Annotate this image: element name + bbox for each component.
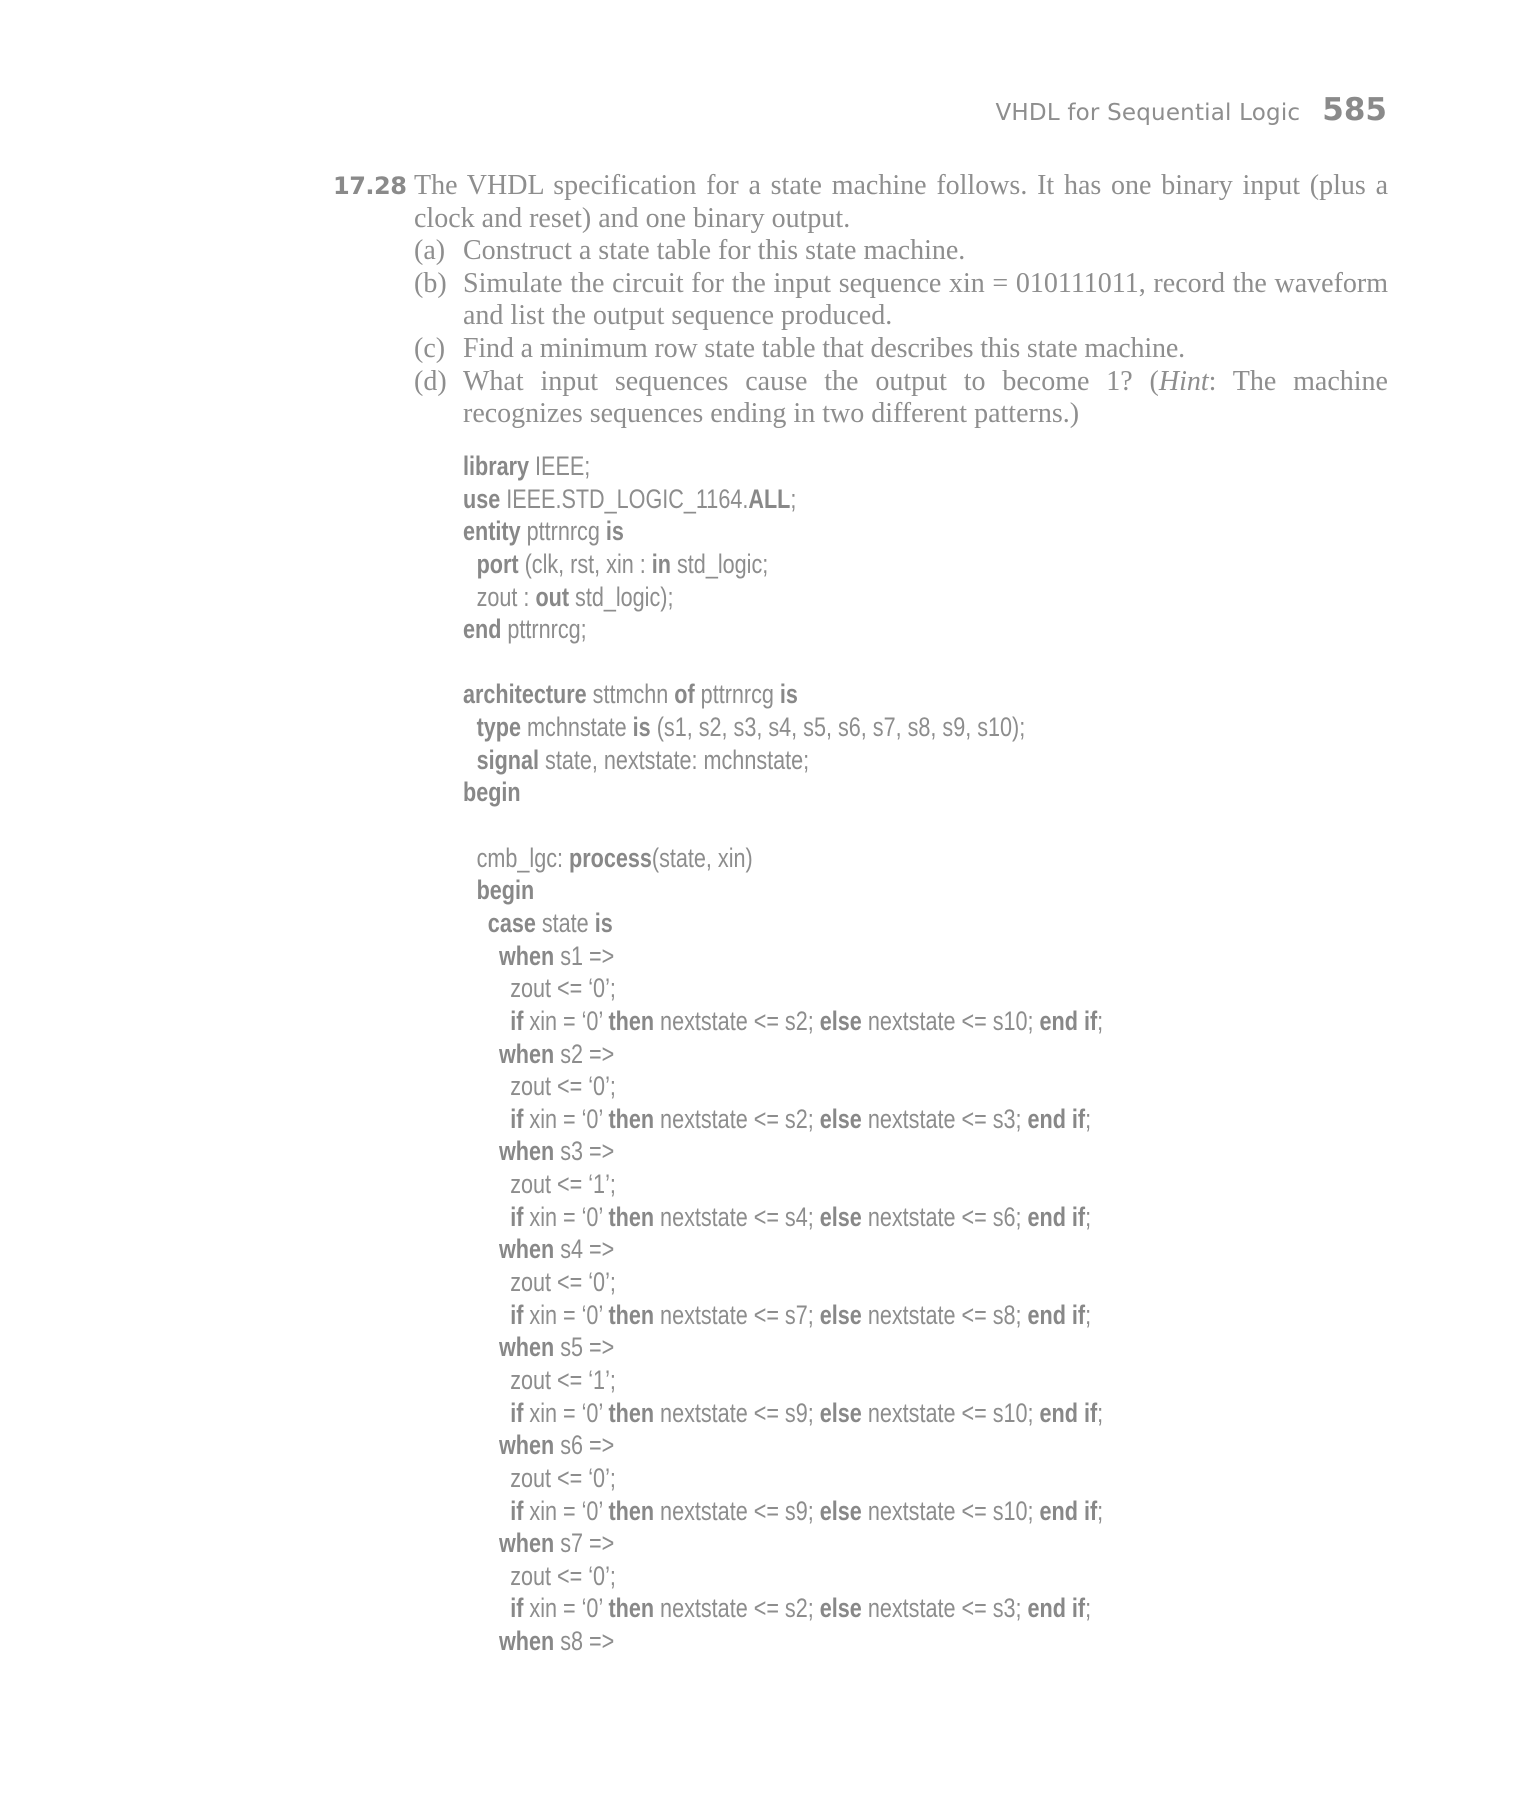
code-text: ;: [1085, 1103, 1092, 1134]
code-text: nextstate <= s2;: [654, 1005, 820, 1036]
running-title: VHDL for Sequential Logic: [995, 100, 1301, 126]
part-b: [414, 268, 1388, 333]
code-line: [463, 1135, 1103, 1168]
code-line: [463, 809, 1103, 842]
code-text: nextstate <= s3;: [861, 1103, 1028, 1134]
code-keyword: use: [463, 483, 501, 514]
code-text: ;: [1097, 1397, 1104, 1428]
code-text: s7 =>: [554, 1528, 615, 1559]
code-keyword: when: [499, 1038, 555, 1069]
code-line: [463, 1625, 1103, 1658]
code-keyword: when: [499, 1234, 555, 1265]
part-label: (c): [414, 332, 446, 364]
code-text: nextstate <= s6;: [861, 1201, 1028, 1232]
code-line: [463, 744, 1103, 777]
code-keyword: end if: [1039, 1495, 1098, 1526]
code-line: [463, 1592, 1103, 1625]
code-text: zout <= ‘0’;: [510, 1071, 616, 1102]
code-text: sttmchn: [586, 679, 675, 710]
code-keyword: process: [569, 842, 652, 873]
part-label: (a): [414, 235, 446, 267]
code-line: [463, 940, 1103, 973]
code-line: [463, 1364, 1103, 1397]
code-text: zout <= ‘1’;: [510, 1364, 616, 1395]
code-keyword: of: [674, 679, 695, 710]
code-keyword: else: [819, 1397, 862, 1428]
code-text: IEEE.STD_LOGIC_1164.: [500, 483, 749, 514]
code-line: [463, 1233, 1103, 1266]
code-line: [463, 515, 1103, 548]
code-keyword: is: [605, 516, 624, 547]
code-text: xin = ‘0’: [523, 1397, 609, 1428]
part-text: Find a minimum row state table that describes this state machine.: [463, 332, 1185, 364]
code-keyword: when: [499, 940, 555, 971]
code-text: zout :: [476, 581, 536, 612]
part-d: [414, 366, 1388, 431]
code-text: pttrnrcg;: [501, 614, 587, 645]
code-text: ;: [1085, 1299, 1092, 1330]
code-keyword: out: [535, 581, 570, 612]
problem-17-28: [333, 170, 1388, 431]
code-line: [463, 907, 1103, 940]
code-line: [463, 1527, 1103, 1560]
code-text: xin = ‘0’: [523, 1103, 609, 1134]
code-keyword: if: [510, 1005, 524, 1036]
code-keyword: if: [510, 1103, 524, 1134]
code-line: [463, 548, 1103, 581]
code-text: (clk, rst, xin :: [518, 548, 652, 579]
code-keyword: is: [594, 907, 613, 938]
code-text: s5 =>: [554, 1332, 615, 1363]
code-text: zout <= ‘0’;: [510, 1462, 616, 1493]
code-text: nextstate <= s2;: [654, 1593, 820, 1624]
code-text: cmb_lgc:: [476, 842, 570, 873]
code-keyword: else: [819, 1495, 862, 1526]
code-text: ;: [1097, 1005, 1104, 1036]
code-text: std_logic;: [671, 548, 769, 579]
code-keyword: else: [819, 1593, 862, 1624]
code-line: [463, 678, 1103, 711]
code-text: xin = ‘0’: [523, 1201, 609, 1232]
code-line: [463, 842, 1103, 875]
code-keyword: end: [463, 614, 502, 645]
code-keyword: when: [499, 1528, 555, 1559]
code-text: nextstate <= s9;: [654, 1397, 820, 1428]
page-number: 585: [1322, 92, 1387, 128]
code-text: state: [535, 907, 595, 938]
code-text: ;: [790, 483, 797, 514]
code-text: nextstate <= s2;: [654, 1103, 820, 1134]
code-keyword: end if: [1027, 1299, 1086, 1330]
code-text: xin = ‘0’: [523, 1495, 609, 1526]
code-text: xin = ‘0’: [523, 1005, 609, 1036]
code-text: ;: [1085, 1201, 1092, 1232]
code-keyword: ALL: [748, 483, 791, 514]
code-keyword: if: [510, 1201, 524, 1232]
code-keyword: case: [487, 907, 536, 938]
code-keyword: else: [819, 1005, 862, 1036]
code-line: [463, 1299, 1103, 1332]
code-text: s8 =>: [554, 1626, 615, 1657]
vhdl-code-listing: [463, 450, 1263, 1658]
code-text: xin = ‘0’: [523, 1593, 609, 1624]
code-text: s4 =>: [554, 1234, 615, 1265]
code-text: zout <= ‘0’;: [510, 1267, 616, 1298]
code-keyword: is: [632, 712, 651, 743]
code-text: ;: [1085, 1593, 1092, 1624]
code-keyword: then: [608, 1005, 655, 1036]
code-line: [463, 613, 1103, 646]
code-line: [463, 1103, 1103, 1136]
code-text: pttrnrcg: [694, 679, 780, 710]
part-text: Construct a state table for this state machine.: [463, 235, 966, 267]
code-text: nextstate <= s10;: [861, 1005, 1040, 1036]
code-text: pttrnrcg: [520, 516, 606, 547]
code-keyword: if: [510, 1495, 524, 1526]
code-text: s6 =>: [554, 1430, 615, 1461]
code-text: state, nextstate: mchnstate;: [539, 744, 810, 775]
code-text: zout <= ‘0’;: [510, 973, 616, 1004]
code-text: ;: [1097, 1495, 1104, 1526]
code-keyword: then: [608, 1299, 655, 1330]
part-label: (d): [414, 365, 447, 397]
code-text: mchnstate: [521, 712, 633, 743]
code-text: xin = ‘0’: [523, 1299, 609, 1330]
code-keyword: end if: [1039, 1397, 1098, 1428]
running-header: [996, 92, 1388, 128]
code-keyword: if: [510, 1593, 524, 1624]
code-keyword: begin: [476, 875, 535, 906]
code-keyword: then: [608, 1593, 655, 1624]
code-line: [463, 1495, 1103, 1528]
code-keyword: end if: [1027, 1593, 1086, 1624]
code-keyword: else: [819, 1299, 862, 1330]
code-keyword: begin: [463, 777, 521, 808]
code-keyword: end if: [1039, 1005, 1098, 1036]
code-line: [463, 1429, 1103, 1462]
code-text: nextstate <= s7;: [654, 1299, 820, 1330]
code-keyword: port: [476, 548, 519, 579]
hint-label: Hint: [1158, 365, 1209, 397]
code-keyword: in: [651, 548, 671, 579]
code-keyword: end if: [1027, 1103, 1086, 1134]
code-line: [463, 1397, 1103, 1430]
code-line: [463, 1201, 1103, 1234]
code-keyword: if: [510, 1299, 524, 1330]
code-line: [463, 646, 1103, 679]
code-line: [463, 972, 1103, 1005]
code-keyword: then: [608, 1397, 655, 1428]
code-line: [463, 1005, 1103, 1038]
code-text: zout <= ‘1’;: [510, 1169, 616, 1200]
code-line: [463, 776, 1103, 809]
code-keyword: entity: [463, 516, 521, 547]
code-line: [463, 711, 1103, 744]
code-line: [463, 1266, 1103, 1299]
code-text: nextstate <= s10;: [861, 1495, 1040, 1526]
code-line: [463, 1038, 1103, 1071]
code-keyword: when: [499, 1136, 555, 1167]
code-text: (state, xin): [651, 842, 753, 873]
part-text-before: What input sequences cause the output to become 1? (: [463, 365, 1159, 397]
part-c: [414, 333, 1388, 366]
code-text: nextstate <= s9;: [654, 1495, 820, 1526]
code-keyword: is: [779, 679, 798, 710]
code-text: IEEE;: [529, 451, 591, 481]
code-line: [463, 1560, 1103, 1593]
code-keyword: when: [499, 1332, 555, 1363]
code-keyword: library: [463, 451, 530, 481]
code-keyword: type: [476, 712, 522, 743]
part-text: Simulate the circuit for the input sequence xin = 010111011, record the waveform and list the output sequence produced.: [463, 267, 1388, 332]
code-keyword: architecture: [463, 679, 587, 710]
code-line: [463, 450, 1103, 483]
code-text: nextstate <= s8;: [861, 1299, 1028, 1330]
code-line: [463, 581, 1103, 614]
code-keyword: end if: [1027, 1201, 1086, 1232]
code-text: s1 =>: [554, 940, 615, 971]
code-text: s3 =>: [554, 1136, 615, 1167]
code-line: [463, 1168, 1103, 1201]
part-text-after: : The machine recognizes sequences ending in two different patterns.): [463, 365, 1388, 430]
code-text: nextstate <= s4;: [654, 1201, 820, 1232]
part-text: [463, 366, 1388, 430]
code-keyword: else: [819, 1201, 862, 1232]
code-line: [463, 874, 1103, 907]
part-a: [414, 235, 1388, 268]
code-line: [463, 1462, 1103, 1495]
code-text: nextstate <= s10;: [861, 1397, 1040, 1428]
code-keyword: when: [499, 1430, 555, 1461]
code-text: s2 =>: [554, 1038, 615, 1069]
problem-number: 17.28: [333, 172, 407, 200]
code-line: [463, 1331, 1103, 1364]
part-label: (b): [414, 267, 447, 299]
code-keyword: if: [510, 1397, 524, 1428]
code-line: [463, 483, 1103, 516]
problem-stem: The VHDL specification for a state machine follows. It has one binary input (plus a clock and reset) and one binary output.: [414, 170, 1388, 234]
code-keyword: else: [819, 1103, 862, 1134]
code-text: zout <= ‘0’;: [510, 1560, 616, 1591]
code-text: std_logic);: [569, 581, 674, 612]
code-keyword: when: [499, 1626, 555, 1657]
code-text: nextstate <= s3;: [861, 1593, 1028, 1624]
code-keyword: then: [608, 1495, 655, 1526]
code-text: (s1, s2, s3, s4, s5, s6, s7, s8, s9, s10);: [650, 712, 1026, 743]
code-keyword: then: [608, 1103, 655, 1134]
code-keyword: signal: [476, 744, 540, 775]
code-keyword: then: [608, 1201, 655, 1232]
code-line: [463, 1070, 1103, 1103]
